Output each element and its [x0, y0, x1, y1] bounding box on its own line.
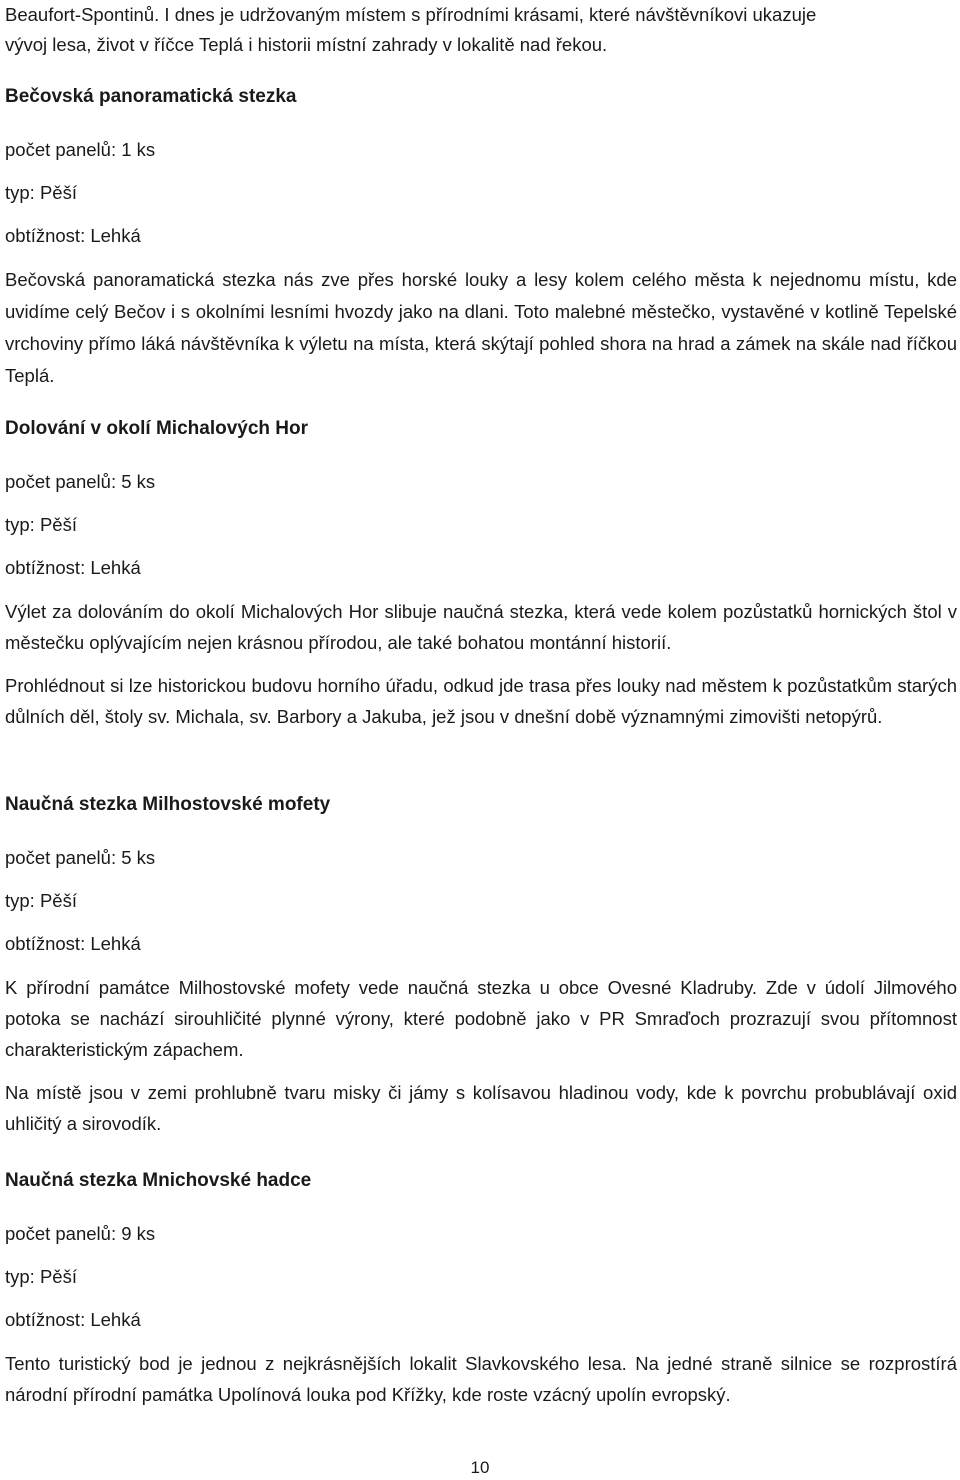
- section-paragraph: K přírodní památce Milhostovské mofety vede naučná stezka u obce Ovesné Kladruby. Zde v údolí Jilmového potoka se nachází sirouhličité plynné výrony, které podobně jako v PR Smraďoch prozrazují svou přítomnost charakteristickým zápachem.: [5, 977, 957, 1060]
- section-paragraph: Na místě jsou v zemi prohlubně tvaru misky či jámy s kolísavou hladinou vody, kde k povrchu probublávají oxid uhličitý a sirovodík.: [5, 1082, 957, 1134]
- section-title: Naučná stezka Mnichovské hadce: [5, 1170, 312, 1191]
- trail-type: typ: Pěší: [5, 514, 77, 535]
- section-paragraph: Výlet za dolováním do okolí Michalových Hor slibuje naučná stezka, která vede kolem pozůstatků hornických štol v městečku oplývajícím nejen krásnou přírodou, ale také bohatou montánní historií.: [5, 601, 957, 653]
- panel-count: počet panelů: 1 ks: [5, 139, 156, 160]
- section-dolovani: [5, 414, 957, 744]
- intro-line: vývoj lesa, život v říčce Teplá i historii místní zahrady v lokalitě nad řekou.: [5, 34, 608, 55]
- panel-count: počet panelů: 5 ks: [5, 847, 156, 868]
- section-title: Dolování v okolí Michalových Hor: [5, 418, 309, 439]
- trail-type: typ: Pěší: [5, 1266, 77, 1287]
- section-paragraph: Tento turistický bod je jednou z nejkrásnějších lokalit Slavkovského lesa. Na jedné straně silnice se rozprostírá národní přírodní památka Upolínová louka pod Křížky, kde roste vzácný upolín evropský.: [5, 1353, 957, 1405]
- section-becovska: [5, 82, 957, 404]
- trail-difficulty: obtížnost: Lehká: [5, 225, 141, 246]
- intro-block: [5, 0, 957, 60]
- page-number: 10: [470, 1458, 490, 1477]
- section-title: Naučná stezka Milhostovské mofety: [5, 794, 331, 815]
- trail-difficulty: obtížnost: Lehká: [5, 1309, 141, 1330]
- trail-type: typ: Pěší: [5, 182, 77, 203]
- section-mnichovske: [5, 1166, 957, 1422]
- section-paragraph: Prohlédnout si lze historickou budovu horního úřadu, odkud jde trasa přes louky nad městem k pozůstatkům starých důlních děl, štoly sv. Michala, sv. Barbory a Jakuba, jež jsou v dnešní době významnými zimovišti netopýrů.: [5, 675, 957, 727]
- trail-difficulty: obtížnost: Lehká: [5, 557, 141, 578]
- section-paragraph: Bečovská panoramatická stezka nás zve přes horské louky a lesy kolem celého města k nejednomu místu, kde uvidíme celý Bečov i s okolními lesními hvozdy jako na dlani. Toto malebné městečko, vystavěné v kotlině Tepelské vrchoviny přímo láká návštěvníka k výletu na místa, která skýtají pohled shora na hrad a zámek na skále nad říčkou Teplá.: [5, 269, 957, 386]
- section-milhostovske: [5, 790, 957, 1151]
- panel-count: počet panelů: 9 ks: [5, 1223, 156, 1244]
- trail-type: typ: Pěší: [5, 890, 77, 911]
- trail-difficulty: obtížnost: Lehká: [5, 933, 141, 954]
- panel-count: počet panelů: 5 ks: [5, 471, 156, 492]
- intro-line: Beaufort-Spontinů. I dnes je udržovaným místem s přírodními krásami, které návštěvníkovi ukazuje: [5, 4, 817, 25]
- section-title: Bečovská panoramatická stezka: [5, 86, 297, 107]
